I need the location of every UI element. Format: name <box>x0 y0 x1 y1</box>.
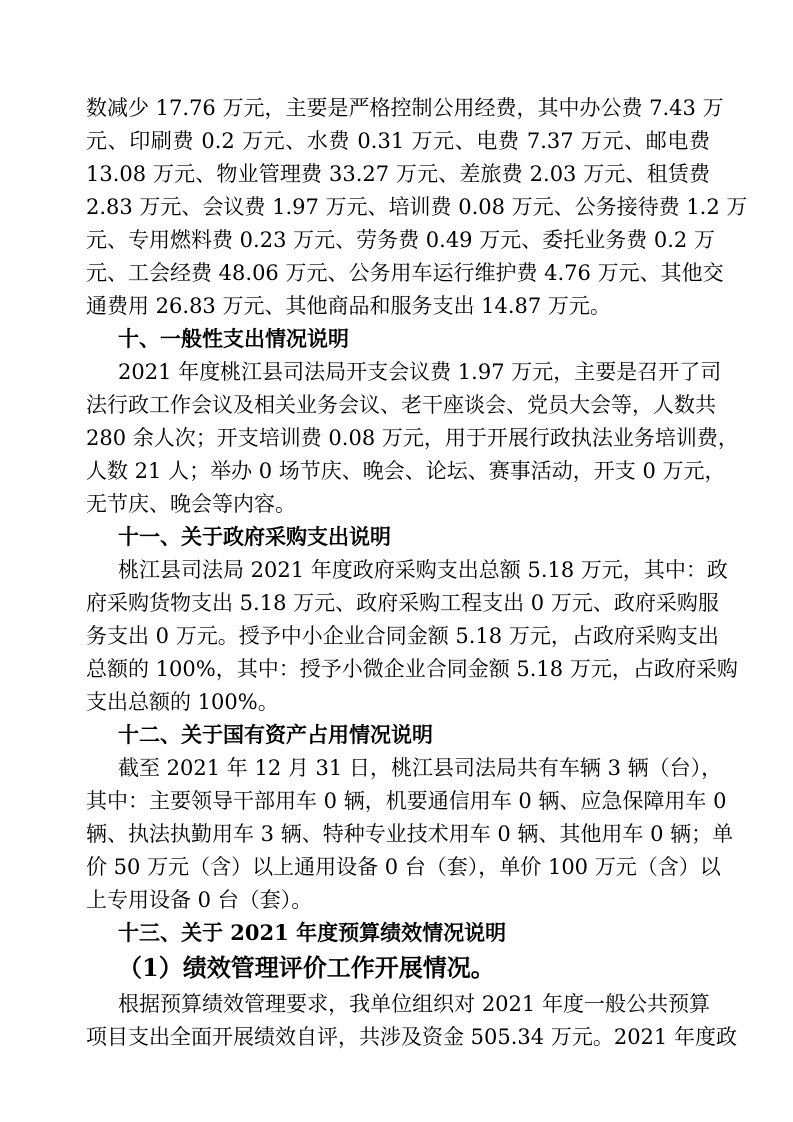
body-text-line: 支出总额的 100%。 <box>86 690 279 714</box>
section-heading: 十三、关于 2021 年度预算绩效情况说明 <box>118 920 507 945</box>
section-heading: 十二、关于国有资产占用情况说明 <box>118 722 433 747</box>
section-heading: 十、一般性支出情况说明 <box>118 326 349 351</box>
body-text-line: 280 余人次；开支培训费 0.08 万元，用于开展行政执法业务培训费， <box>86 426 739 450</box>
body-text-line: 法行政工作会议及相关业务会议、老干座谈会、党员大会等，人数共 <box>86 393 716 417</box>
body-text-line: 根据预算绩效管理要求，我单位组织对 2021 年度一般公共预算 <box>118 992 710 1016</box>
body-text-line: 元、印刷费 0.2 万元、水费 0.31 万元、电费 7.37 万元、邮电费 <box>86 129 710 153</box>
body-text-line: 元、工会经费 48.06 万元、公务用车运行维护费 4.76 万元、其他交 <box>86 261 724 285</box>
body-text-line: 人数 21 人；举办 0 场节庆、晚会、论坛、赛事活动，开支 0 万元， <box>86 459 726 483</box>
subsection-heading: （1）绩效管理评价工作开展情况。 <box>118 953 495 982</box>
body-text-line: 2021 年度桃江县司法局开支会议费 1.97 万元，主要是召开了司 <box>118 360 722 384</box>
body-text-line: 桃江县司法局 2021 年度政府采购支出总额 5.18 万元，其中：政 <box>118 558 728 582</box>
body-text-line: 13.08 万元、物业管理费 33.27 万元、差旅费 2.03 万元、租赁费 <box>86 162 710 186</box>
body-text-line: 府采购货物支出 5.18 万元、政府采购工程支出 0 万元、政府采购服 <box>86 591 719 615</box>
body-text-line: 辆、执法执勤用车 3 辆、特种专业技术用车 0 辆、其他用车 0 辆；单 <box>86 822 734 846</box>
body-text-line: 其中：主要领导干部用车 0 辆，机要通信用车 0 辆、应急保障用车 0 <box>86 789 727 813</box>
body-text-line: 项目支出全面开展绩效自评，共涉及资金 505.34 万元。2021 年度政 <box>86 1025 737 1049</box>
body-text-line: 数减少 17.76 万元，主要是严格控制公用经费，其中办公费 7.43 万 <box>86 96 724 120</box>
body-text-line: 总额的 100%，其中：授予小微企业合同金额 5.18 万元，占政府采购 <box>86 657 738 681</box>
section-heading: 十一、关于政府采购支出说明 <box>118 524 391 549</box>
body-text-line: 上专用设备 0 台（套）。 <box>86 888 313 912</box>
body-text-line: 无节庆、晚会等内容。 <box>86 492 296 516</box>
body-text-line: 2.83 万元、会议费 1.97 万元、培训费 0.08 万元、公务接待费 1.2 万 <box>86 195 748 219</box>
body-text-line: 务支出 0 万元。授予中小企业合同金额 5.18 万元，占政府采购支出 <box>86 624 719 648</box>
body-text-line: 元、专用燃料费 0.23 万元、劳务费 0.49 万元、委托业务费 0.2 万 <box>86 228 715 252</box>
body-text-line: 通费用 26.83 万元、其他商品和服务支出 14.87 万元。 <box>86 294 611 318</box>
body-text-line: 截至 2021 年 12 月 31 日，桃江县司法局共有车辆 3 辆（台）， <box>118 756 723 780</box>
body-text-line: 价 50 万元（含）以上通用设备 0 台（套），单价 100 万元（含）以 <box>86 855 721 879</box>
